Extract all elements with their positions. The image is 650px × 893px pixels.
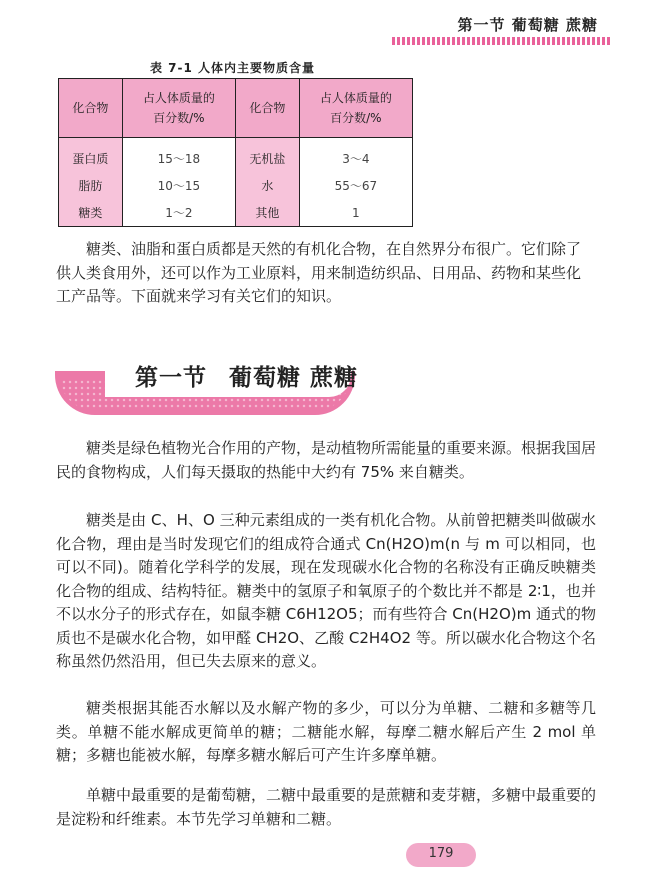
table-cell: 1～2 [122,199,235,227]
body-paragraph: 糖类根据其能否水解以及水解产物的多少，可以分为单糖、二糖和多糖等几类。单糖不能水解成更简单的糖；二糖能水解，每摩二糖水解后产生 2 mol 单糖；多糖也能被水解，每摩多糖水解后可产生许多摩单糖。 [56,699,596,764]
table-header-cell: 占人体质量的 百分数/% [299,79,412,138]
table-cell: 蛋白质 [59,138,123,173]
table-header-row [59,79,413,138]
table-cell: 1 [299,199,412,227]
table-cell: 脂肪 [59,172,123,199]
running-header-title: 第一节 葡萄糖 蔗糖 [457,16,598,34]
section-heading [135,359,358,392]
table-row [59,172,413,199]
section-title: 葡萄糖 蔗糖 [229,365,359,391]
section-banner [55,357,359,413]
table-header-cell: 化合物 [235,79,299,138]
table-row [59,199,413,227]
table-cell: 15～18 [122,138,235,173]
table-cell: 55～67 [299,172,412,199]
intro-paragraph: 糖类、油脂和蛋白质都是天然的有机化合物，在自然界分布很广。它们除了供人类食用外，还可以作为工业原料，用来制造纺织品、日用品、药物和某些化工产品等。下面就来学习有关它们的知识。 [56,240,582,305]
composition-table [58,78,413,227]
section-label: 第一节 [135,365,207,391]
table-cell: 其他 [235,199,299,227]
body-paragraph: 糖类是绿色植物光合作用的产物，是动植物所需能量的重要来源。根据我国居民的食物构成，人们每天摄取的热能中大约有 75% 来自糖类。 [56,439,597,481]
table-header-cell: 占人体质量的 百分数/% [122,79,235,138]
header-decorative-rule [392,37,612,45]
table-row [59,138,413,173]
table-cell: 糖类 [59,199,123,227]
body-paragraph: 单糖中最重要的是葡萄糖，二糖中最重要的是蔗糖和麦芽糖，多糖中最重要的是淀粉和纤维素。本节先学习单糖和二糖。 [56,786,597,828]
table-cell: 10～15 [122,172,235,199]
page-number: 179 [428,846,454,861]
table-cell: 水 [235,172,299,199]
table-cell: 3～4 [299,138,412,173]
table-header-cell: 化合物 [59,79,123,138]
body-paragraph: 糖类是由 C、H、O 三种元素组成的一类有机化合物。从前曾把糖类叫做碳水化合物，理由是当时发现它们的组成符合通式 Cn(H2O)m(n 与 m 可以相同，也可以不同)。随着化学科学的发展，现在发现碳水化合物的名称没有正确反映糖类化合物的组成、结构特征。糖类中的氢原子和氧原子的个数比并不都是 2∶1，也并不以水分子的形式存在，如鼠李糖 C6H12O5；而有些符合 Cn(H2O)m 通式的物质也不是碳水化合物，如甲醛 CH2O、乙酸 C2H4O2 等。所以碳水化合物这个名称虽然仍然沿用，但已失去原来的意义。 [56,511,596,670]
table-caption: 表 7-1 人体内主要物质含量 [150,61,316,75]
table-cell: 无机盐 [235,138,299,173]
